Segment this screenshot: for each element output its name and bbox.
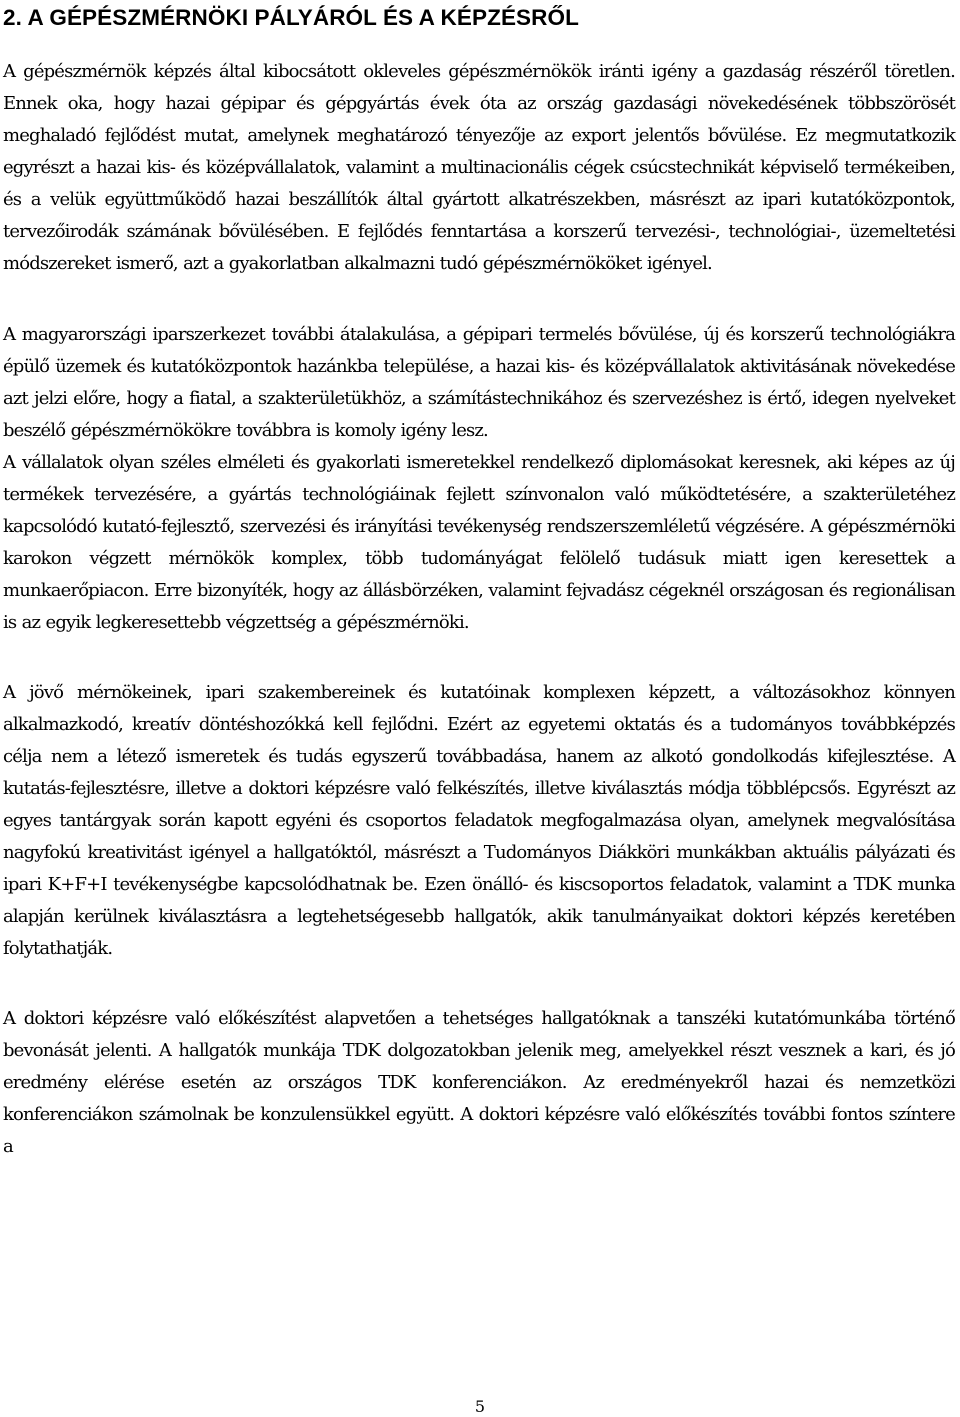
page-number: 5: [474, 1397, 486, 1416]
paragraph-2: A magyarországi iparszerkezet további átalakulása, a gépipari termelés bővülése, új és korszerű technológiákra épülő üzemek és kutatóközpontok hazánkba települése, a hazai kis- és középvállalatok aktivitásának növekedése azt jelzi előre, hogy a fiatal, a szakterületükhöz, a számítástechnikához és szervezéshez is értő, idegen nyelveket beszélő gépészmérnökökre továbbra is komoly igény lesz.: [3, 324, 955, 441]
section-heading: 2. A GÉPÉSZMÉRNÖKI PÁLYÁRÓL ÉS A KÉPZÉSRŐL: [3, 5, 579, 30]
paragraph-1: A gépészmérnök képzés által kibocsátott okleveles gépészmérnökök iránti igény a gazdaság részéről töretlen. Ennek oka, hogy hazai gépipar és gépgyártás évek óta az ország gazdasági növekedésének többszörösét meghaladó fejlődést mutat, amelynek meghatározó tényezője az export jelentős bővülése. Ez megmutatkozik egyrészt a hazai kis- és középvállalatok, valamint a multinacionális cégek csúcstechnikát képviselő termékeiben, és a velük együttműködő hazai beszállítók által gyártott alkatrészekben, másrészt az ipari kutatóközpontok, tervezőirodák számának bővülésében. E fejlődés fenntartása a korszerű tervezési-, technológiai-, üzemeltetési módszereket ismerő, azt a gyakorlatban alkalmazni tudó gépészmérnököket igényel.: [3, 61, 955, 274]
paragraph-5: A doktori képzésre való előkészítést alapvetően a tehetséges hallgatóknak a tanszéki kutatómunkába történő bevonását jelenti. A hallgatók munkája TDK dolgozatokban jelenik meg, amelyekkel részt vesznek a kari, és jó eredmény elérése esetén az országos TDK konferenciákon. Az eredményekről hazai és nemzetközi konferenciákon számolnak be konzulensükkel együtt. A doktori képzésre való előkészítés további fontos színtere a: [3, 1008, 955, 1157]
document-page: [3, 0, 955, 1163]
paragraph-3: A vállalatok olyan széles elméleti és gyakorlati ismeretekkel rendelkező diplomásokat keresnek, aki képes az új termékek tervezésére, a gyártás technológiáinak fejlett színvonalon való működtetésére, a szakterületéhez kapcsolódó kutató-fejlesztő, szervezési és irányítási tevékenység rendszerszemléletű végzésére. A gépészmérnöki karokon végzett mérnökök komplex, több tudományágat felölelő tudásuk miatt igen keresettek a munkaerőpiacon. Erre bizonyíték, hogy az állásbörzéken, valamint fejvadász cégeknél országosan és regionálisan is az egyik legkeresettebb végzettség a gépészmérnöki.: [3, 452, 955, 633]
paragraph-4: A jövő mérnökeinek, ipari szakembereinek és kutatóinak komplexen képzett, a változásokhoz könnyen alkalmazkodó, kreatív döntéshozókká kell fejlődni. Ezért az egyetemi oktatás és a tudományos továbbképzés célja nem a létező ismeretek és tudás egyszerű továbbadása, hanem az alkotó gondolkodás kifejlesztése. A kutatás-fejlesztésre, illetve a doktori képzésre való felkészítés, illetve kiválasztás módja többlépcsős. Egyrészt az egyes tantárgyak során kapott egyéni és csoportos feladatok megfogalmazása olyan, amelynek megvalósítása nagyfokú kreativitást igényel a hallgatóktól, másrészt a Tudományos Diákköri munkákban aktuális pályázati és ipari K+F+I tevékenységbe kapcsolódhatnak be. Ezen önálló- és kiscsoportos feladatok, valamint a TDK munka alapján kerülnek kiválasztásra a legtehetségesebb hallgatók, akik tanulmányaikat doktori képzés keretében folytathatják.: [3, 682, 955, 959]
